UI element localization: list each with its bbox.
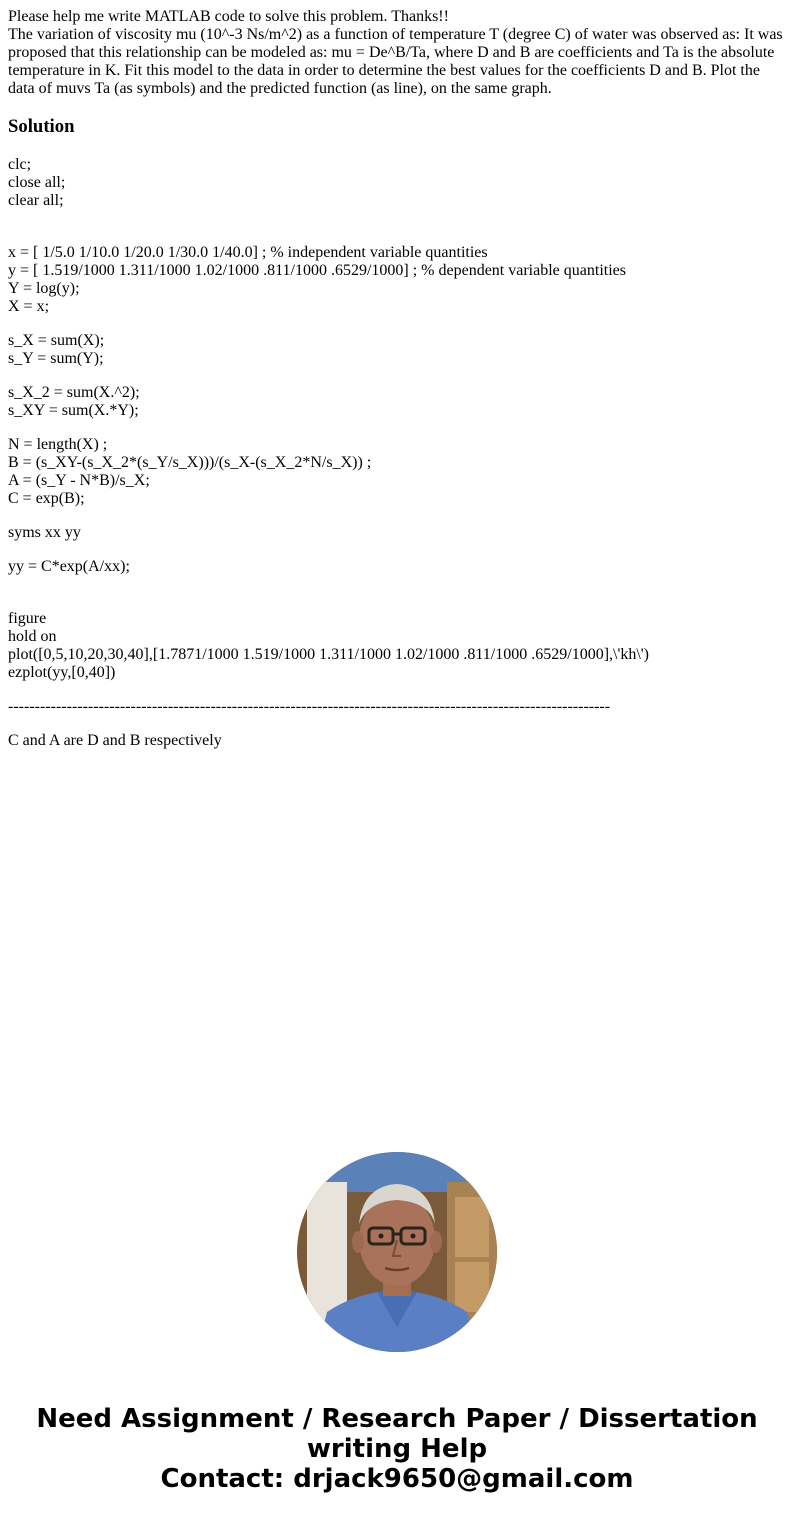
- code-block-plot: [8, 610, 786, 682]
- code-line: y = [ 1.519/1000 1.311/1000 1.02/1000 .811/1000 .6529/1000] ; % dependent variable quantities: [8, 262, 626, 279]
- code-block-squares: [8, 384, 786, 420]
- code-line: figure: [8, 610, 47, 627]
- code-line: s_X = sum(X);: [8, 332, 105, 349]
- footer-advertisement: [0, 1404, 794, 1494]
- conclusion-text: C and A are D and B respectively: [8, 732, 222, 749]
- document-content: [8, 8, 786, 766]
- code-line: Y = log(y);: [8, 280, 80, 297]
- code-block-syms: [8, 524, 786, 542]
- footer-line-1: Need Assignment / Research Paper / Dissertation: [36, 1404, 758, 1434]
- code-line: plot([0,5,10,20,30,40],[1.7871/1000 1.519/1000 1.311/1000 1.02/1000 .811/1000 .6529/1000],\'kh\'): [8, 646, 649, 663]
- footer-line-2: writing Help: [306, 1434, 488, 1464]
- code-line: s_Y = sum(Y);: [8, 350, 104, 367]
- code-line: x = [ 1/5.0 1/10.0 1/20.0 1/30.0 1/40.0] ; % independent variable quantities: [8, 244, 488, 261]
- code-line: A = (s_Y - N*B)/s_X;: [8, 472, 150, 489]
- code-line: s_X_2 = sum(X.^2);: [8, 384, 140, 401]
- author-photo: [297, 1152, 497, 1352]
- divider-line: [8, 698, 786, 716]
- code-line: hold on: [8, 628, 57, 645]
- author-portrait-image: [297, 1152, 497, 1352]
- divider-text: -----------------------------------------------------------------------------------------------------------------: [8, 698, 611, 715]
- code-line: syms xx yy: [8, 524, 81, 541]
- conclusion: [8, 732, 786, 750]
- code-line: clc;: [8, 156, 32, 173]
- code-line: close all;: [8, 174, 66, 191]
- code-line: B = (s_XY-(s_X_2*(s_Y/s_X)))/(s_X-(s_X_2*N/s_X)) ;: [8, 454, 372, 471]
- code-block-coefficients: [8, 436, 786, 508]
- question-text: [8, 8, 786, 98]
- code-block-model: [8, 558, 786, 576]
- code-line: clear all;: [8, 192, 64, 209]
- code-line: C = exp(B);: [8, 490, 85, 507]
- code-block-sums: [8, 332, 786, 368]
- code-line: ezplot(yy,[0,40]): [8, 664, 116, 681]
- code-line: N = length(X) ;: [8, 436, 108, 453]
- code-block-setup: [8, 156, 786, 210]
- code-line: s_XY = sum(X.*Y);: [8, 402, 139, 419]
- footer-contact: Contact: drjack9650@gmail.com: [160, 1464, 634, 1494]
- solution-heading: Solution: [8, 116, 75, 137]
- question-body: The variation of viscosity mu (10^-3 Ns/m^2) as a function of temperature T (degree C) of water was observed as: It was proposed that this relationship can be modeled as: mu = De^B/Ta, where D and B are coefficients and Ta is the absolute temperature in K. Fit this model to the data in order to determine the best values for the coefficients D and B. Plot the data of muvs Ta (as symbols) and the predicted function (as line), on the same graph.: [8, 26, 783, 97]
- code-line: yy = C*exp(A/xx);: [8, 558, 130, 575]
- question-request: Please help me write MATLAB code to solve this problem. Thanks!!: [8, 8, 449, 25]
- code-line: X = x;: [8, 298, 50, 315]
- code-block-data: [8, 244, 786, 316]
